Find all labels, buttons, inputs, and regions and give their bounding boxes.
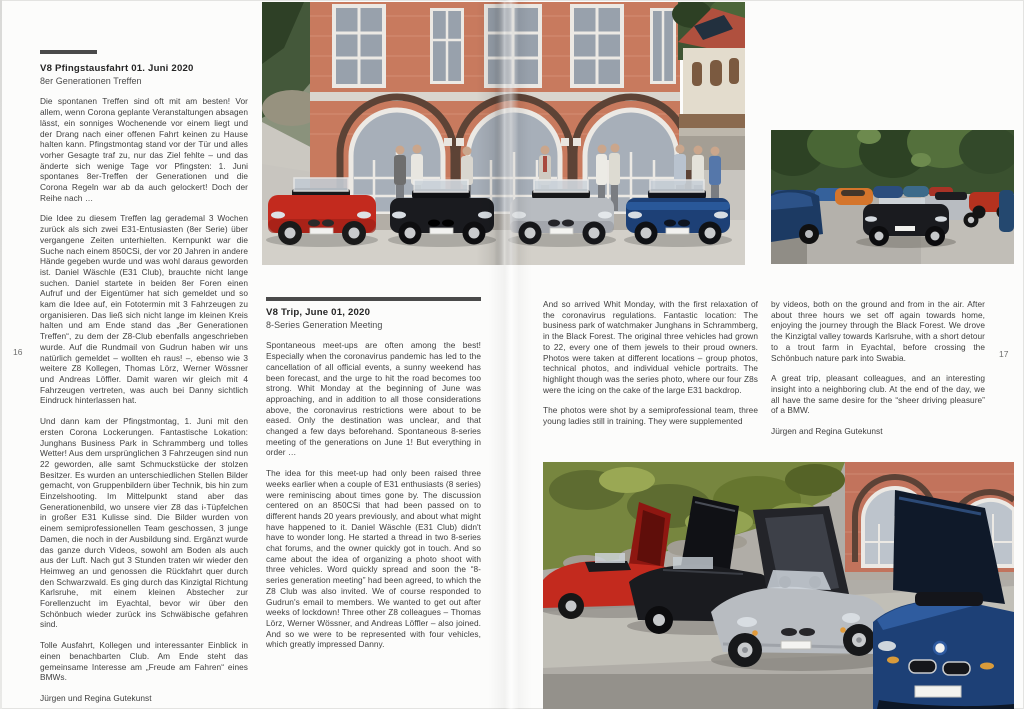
article-en-column-2	[543, 299, 758, 437]
forest-backdrop	[771, 130, 1014, 194]
article-en-signature: Jürgen and Regina Gutekunst	[771, 426, 883, 437]
article-en-paragraph: by videos, both on the ground and from in the air. After about three hours we set off again towards home, enjoying the journey through the Black Forest. We drove the Kinzigtal valley towards Karlsruhe, with a short detour to a trout farm in Eyachtal, before crossing the Schönbuch nature park into Swabia.	[771, 299, 985, 363]
article-de-title: V8 Pfingstausfahrt 01. Juni 2020	[40, 63, 194, 74]
car-darkblue-closeup	[771, 190, 823, 244]
photo-topright-scene	[771, 130, 1014, 264]
article-de-signature: Jürgen und Regina Gutekunst	[40, 692, 152, 703]
article-de-paragraph: Die Idee zu diesem Treffen lag gerademal 3 Wochen zurück als sich zwei E31-Entusiasten (8er Serie) über vergangene Zeiten unterhielten. Kernpunkt war die Suche nach einem 850CSi, der vor 20 Jahren in andere Hände gegeben wurde und was wohl daraus geworden ist. Daniel Wäschle (E31 Club), brauchte nicht lange suchen. Daniel startete in beiden 8er Foren einen Aufruf und der Eigentümer hat sich gemeldet und so kam die Idee auf, ein Fototermin mit 3 Fahrzeugen zu organisieren. Das ließ sich nicht lange im kleinen Kreis halten und am Ende stand das „8er Generationen Treffen“, zu dem der Z8-Club ebenfalls angeschrieben wurde. Auf die Rundmail von Gudrun haben wir uns natürlich gemeldet – wollten eh raus! –, ebenso wie 3 weitere Z8 Kollegen, Thomas Lörz, Werner Wössner und Andreas Löffler. Damit waren wir gleich mit 4 Fahrzeugen vertreten, was auch bei Danny sichtlich Eindruck hinterlassen hat.	[40, 213, 248, 406]
article-rule-de	[40, 50, 97, 54]
photo-top-scene	[262, 2, 745, 265]
article-de-paragraph: Die spontanen Treffen sind oft mit am besten! Vor allem, wenn Corona geplante Veranstaltungen absagen lässt, ein sonniges Wochenende vor einem liegt und der Drang nach einer offenen Fahrt keinen zu Hause halten kann. Pfingstmontag stand vor der Tür und alles vorher Gesagte traf zu, nur das Ziel fehlte – und das änderte sich wenige Tage vor Pfingsten: 1. Juni spontanes 8er-Treffen der Generationen und die Corona Regeln war ab da auch gelockert! Doch der Reihe nach …	[40, 96, 248, 203]
article-en-paragraph: A great trip, pleasant colleagues, and an interesting insight into a neighboring club. At the end of the day, we all have the same desire for the “sheer driving pleasure” of a BMW.	[771, 373, 985, 416]
article-de-paragraph: Tolle Ausfahrt, Kollegen und interessanter Einblick in einen benachbarten Club. Am Ende steht das gemeinsame Interesse am „Freude am Fahren“ eines BMWs.	[40, 640, 248, 683]
scan-left-edge	[0, 0, 2, 709]
article-en-subtitle: 8-Series Generation Meeting	[266, 319, 383, 330]
article-en-paragraph: The photos were shot by a semiprofessional team, three young ladies still in training. They were supplemented	[543, 405, 758, 427]
article-en-column-3	[771, 299, 985, 447]
article-de-paragraph: Und dann kam der Pfingstmontag, 1. Juni mit den ersten Corona Lockerungen. Fantastische Lokation: Junghans Business Park in Schrammberg und tolles Wetter! Aus dem ursprünglichen 3 Fahrzeugen sind nun 22 geworden, alle samt Schmuckstücke der stolzen Besitzer. Es wurden an unterschiedlichen Stellen Bilder gemacht, von Gruppenbildern über Technik, bis hin zum Einzelshooting. Im Mittelpunkt stand aber das Generationenbild, wo unsere vier Z8 das i-Tüpfelchen in großer E31 Kulisse sind. Die Bilder wurden von einem semiprofessionellen Team geschossen, 3 junge Damen, die noch in der Ausbildung sind. Ergänzt wurde das ganze durch Videos, sowohl am Boden als auch aus der Luft. Nach gut 3 Stunden traten wir wieder den Heimweg an und genossen die Rückfahrt quer durch den Schwarzwald. Es ging durch das Kinzigtal Richtung Karlsruhe, mit einem kleinen Abstecher zur Forellenzucht im Eyachtal, bevor wir über den Schönbuch wieder zurück ins Schwäbische gefahren sind.	[40, 416, 248, 630]
article-rule-en	[266, 297, 481, 301]
photo-group-z8-lineup	[262, 2, 745, 265]
photo-parking-lot-cars	[771, 130, 1014, 264]
car-blue-edge	[999, 190, 1014, 232]
photo-bottom-scene	[543, 462, 1014, 709]
page-number-left: 16	[13, 347, 23, 357]
article-en-column-1	[266, 308, 481, 660]
article-en-paragraph: The idea for this meet-up had only been raised three weeks earlier when a couple of E31 enthusiasts (8 series) were reminiscing about times gone by. The discussion centered on an 850CSi that had been passed on to different hands 20 years previously, and about what might have happened to it. Daniel Wäschle (E31 Club) didn't have to wonder long. He started a thread in two 8-series chat forums, and the owner quickly got in touch. And so came about the idea of organizing a photo shoot with three vehicles. Word quickly spread and soon the “8-series generation meeting” had been agreed, to which the Z8 Club was also invited. We of course responded to Gudrun's email to members. We wanted to get out after weeks of lockdown! Three other Z8 colleagues – Thomas Lörz, Werner Wössner, and Andreas Löffler – also joined. And so we were to be represented with four vehicles, which greatly impressed Danny.	[266, 468, 481, 650]
article-de-column	[40, 64, 248, 709]
article-en-paragraph: Spontaneous meet-ups are often among the best! Especially when the coronavirus pandemic has led to the cancellation of all official events, a sunny weekend has been forecast, and the urge to hit the road becomes too strong. Whit Monday at the beginning of June was approaching, and in addition to all those considerations above, the coronavirus restrictions were about to be eased. Only the destination was unclear, and that changed a few days beforehand. Spontaneous 8-series meeting of the generations on June 1! But everything in order …	[266, 340, 481, 458]
article-de-subtitle: 8er Generationen Treffen	[40, 75, 142, 86]
page-number-right: 17	[999, 349, 1009, 359]
article-en-title: V8 Trip, June 01, 2020	[266, 307, 371, 318]
article-en-paragraph: And so arrived Whit Monday, with the first relaxation of the coronavirus regulations. Fantastic location: The business park of watchmaker Junghans in Schrammberg, in the Black Forest. The original three vehicles had grown to 22, every one of them jewels to their proud owners. Photos were taken at different locations – group photos, technical photos, and individual vehicle portraits. The highlight though was the series photo, where our four Z8s were the icing on the cake of the large E31 backdrop.	[543, 299, 758, 395]
z8-black-front	[856, 198, 956, 248]
page-fold-highlight	[476, 2, 528, 265]
neighbour-building	[672, 2, 745, 170]
photo-z8-open-bonnets	[543, 462, 1014, 709]
